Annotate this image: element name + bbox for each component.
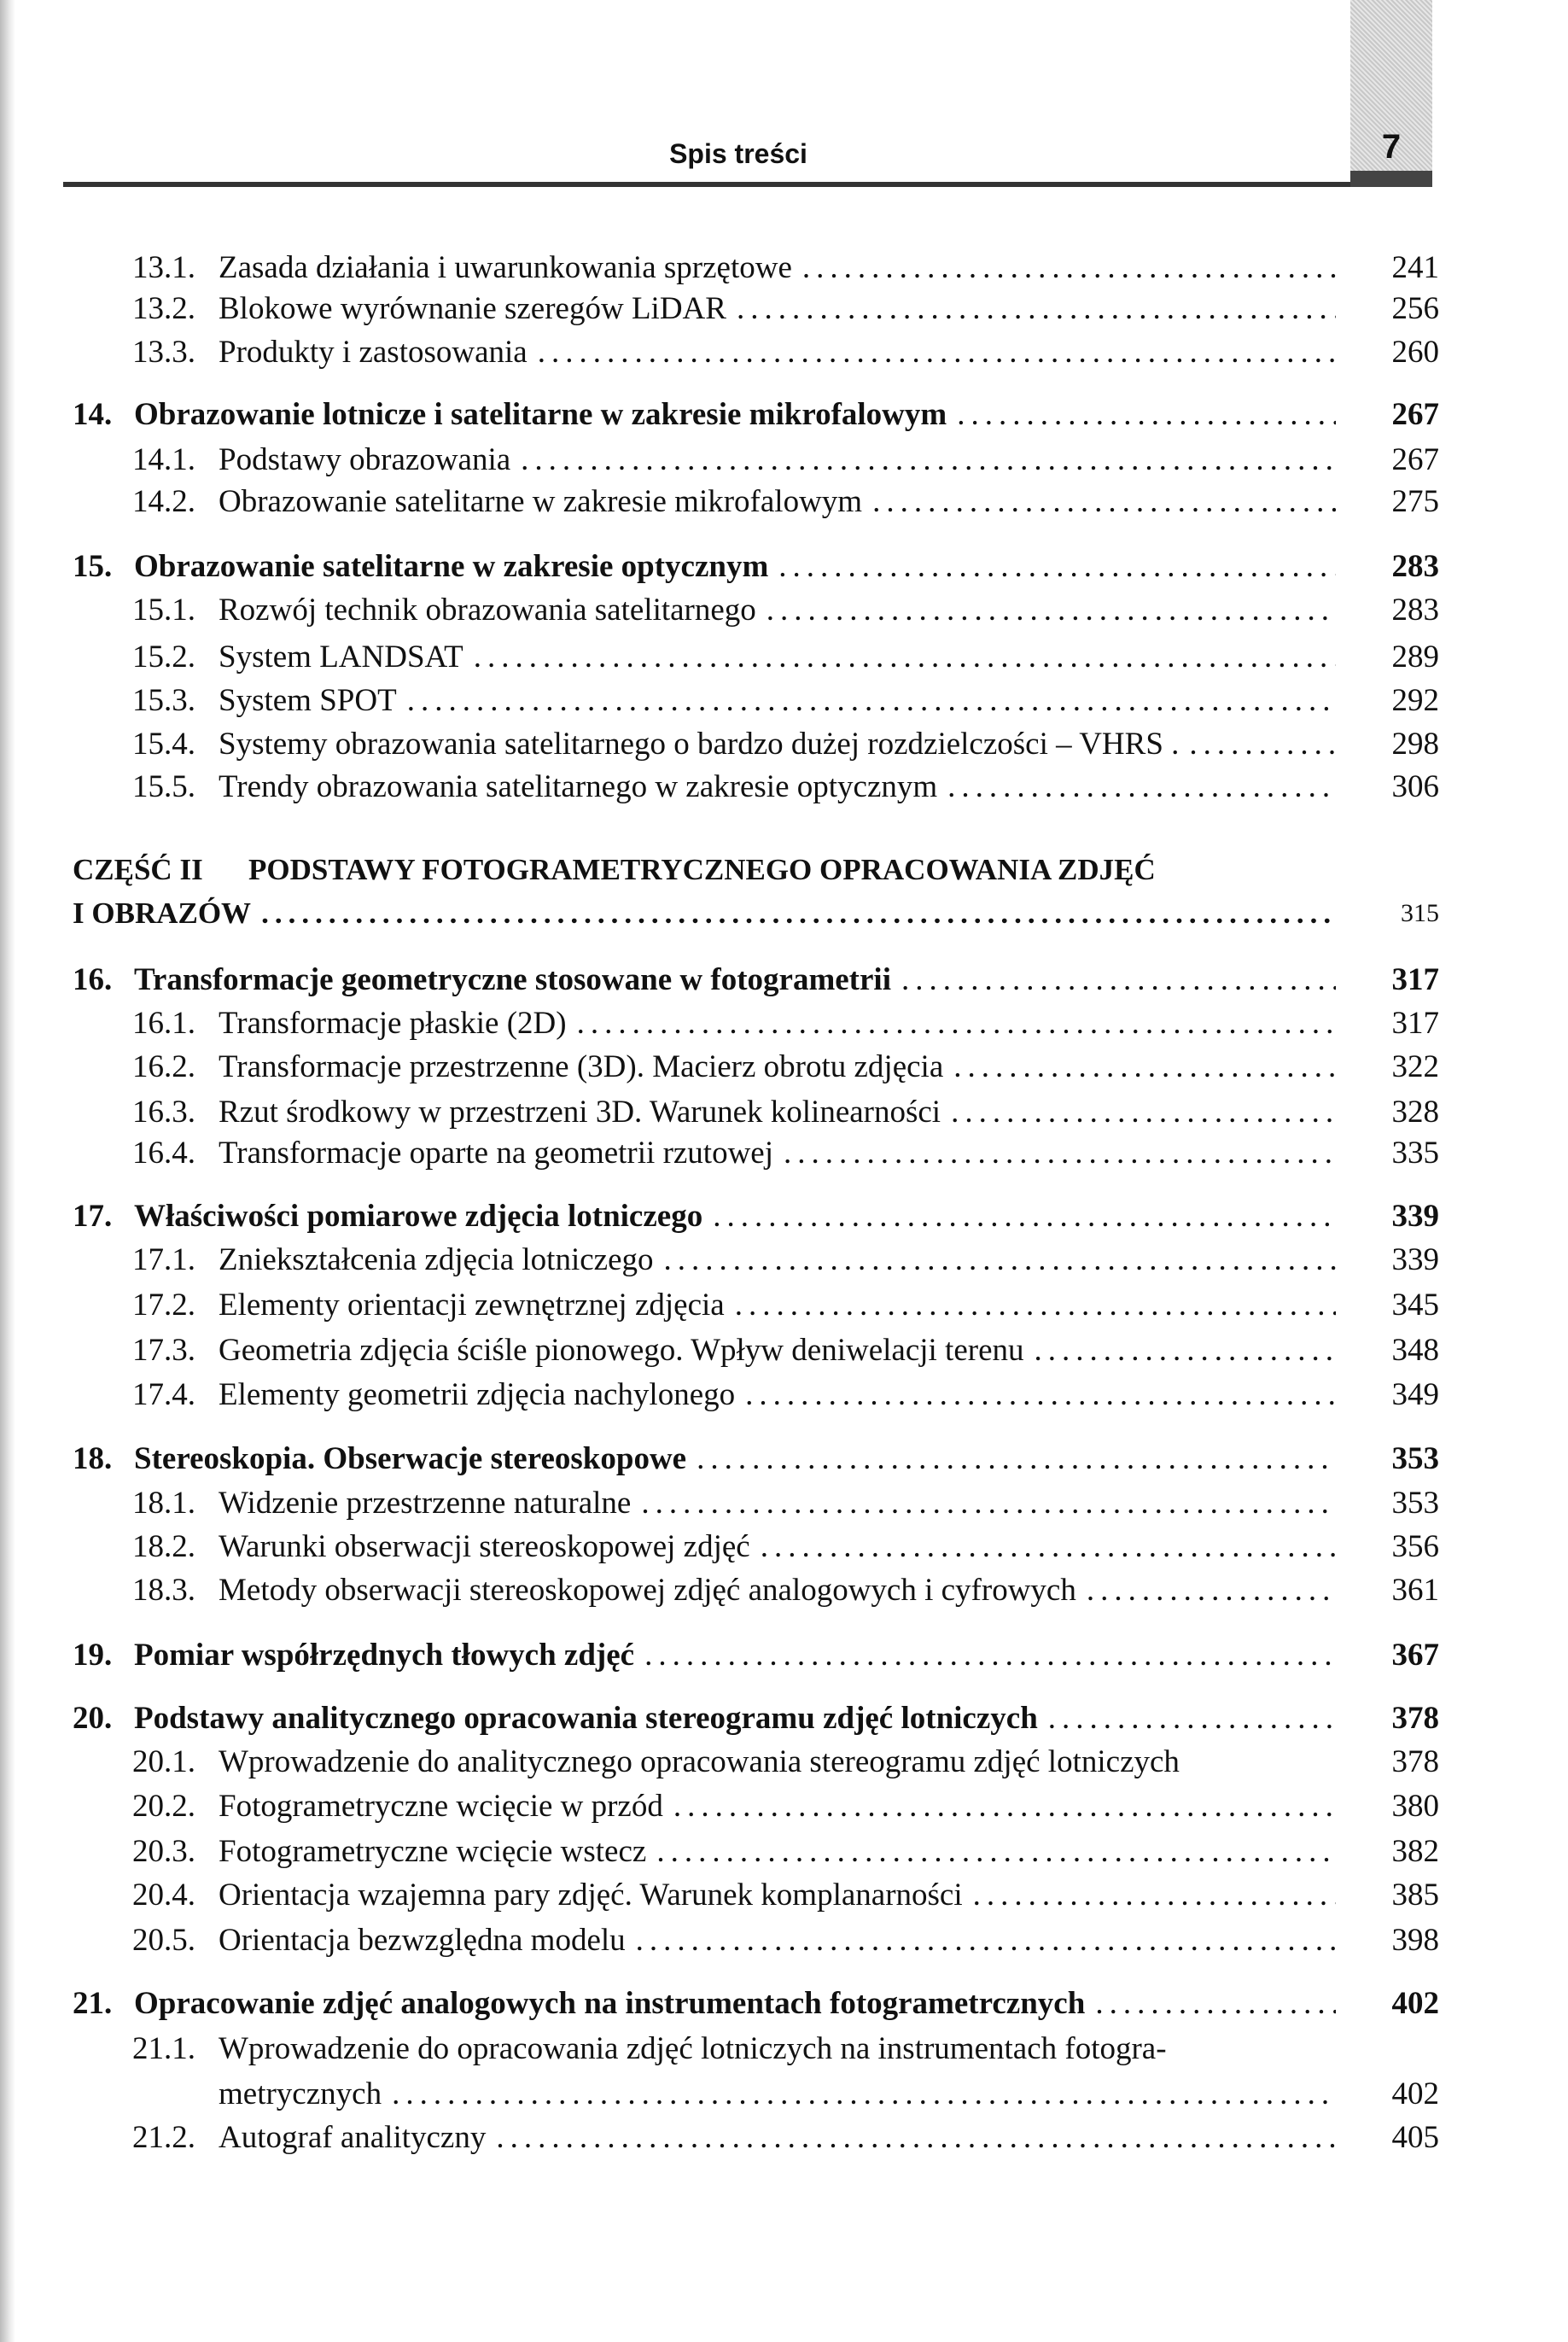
entry-number: 17.1. — [132, 1242, 195, 1277]
entry-number: 21.1. — [132, 2031, 195, 2066]
entry-title-leader — [219, 438, 1336, 482]
entry-number: 15.2. — [132, 640, 195, 675]
dot-leader — [735, 1283, 1336, 1328]
page-number: 7 — [1381, 128, 1402, 166]
toc-section-entry — [0, 1481, 1568, 1526]
dot-leader — [973, 1873, 1336, 1918]
entry-page: 361 — [1391, 1573, 1439, 1608]
dot-leader — [407, 679, 1336, 723]
entry-title-leader — [219, 1784, 1336, 1829]
entry-page: 267 — [1391, 442, 1439, 477]
entry-number: 20.4. — [132, 1878, 195, 1913]
dot-leader — [713, 1194, 1336, 1239]
entry-title-leader — [219, 287, 1336, 331]
dot-leader — [761, 1525, 1336, 1569]
entry-title-leader — [219, 1481, 1336, 1526]
entry-title-leader — [219, 1002, 1336, 1046]
entry-title-leader — [219, 246, 1336, 290]
entry-title-leader — [219, 1329, 1336, 1373]
entry-page: 356 — [1391, 1529, 1439, 1564]
entry-title: Wprowadzenie do analitycznego opracowania stereogramu zdjęć lotniczych — [219, 1744, 1180, 1779]
entry-title-leader — [219, 1525, 1336, 1569]
running-header: Spis treści — [669, 138, 807, 169]
entry-title: Trendy obrazowania satelitarnego w zakresie optycznym — [219, 769, 938, 804]
entry-title-leader — [219, 2027, 1336, 2071]
entry-number: 17.2. — [132, 1288, 195, 1323]
dot-leader — [697, 1437, 1336, 1481]
dot-leader — [474, 635, 1336, 680]
toc-section-entry — [0, 246, 1568, 290]
entry-title: Fotogrametryczne wcięcie w przód — [219, 1789, 663, 1824]
toc-section-entry — [0, 1045, 1568, 1089]
entry-title: Wprowadzenie do opracowania zdjęć lotniczych na instrumentach fotogra- — [219, 2031, 1167, 2066]
toc-section-entry — [0, 1283, 1568, 1328]
entry-title: metrycznych — [219, 2076, 382, 2111]
dot-leader — [951, 1090, 1336, 1135]
dot-leader — [767, 588, 1336, 633]
toc-section-entry — [0, 1740, 1568, 1784]
entry-number: 20.5. — [132, 1923, 195, 1958]
dot-leader — [1035, 1329, 1337, 1373]
toc-section-entry — [0, 1002, 1568, 1046]
entry-title-leader — [134, 1982, 1336, 2026]
entry-title-leader — [219, 1373, 1336, 1417]
entry-title-leader — [219, 588, 1336, 633]
entry-page: 402 — [1391, 2076, 1439, 2111]
dot-leader — [737, 287, 1336, 331]
entry-page: 317 — [1391, 962, 1439, 997]
toc-section-entry — [0, 722, 1568, 767]
entry-number: 18. — [73, 1441, 113, 1476]
entry-title: Orientacja bezwzględna modelu — [219, 1923, 626, 1958]
entry-title-leader — [134, 1437, 1336, 1481]
entry-number: 18.2. — [132, 1529, 195, 1564]
entry-number: 15.5. — [132, 769, 195, 804]
entry-title-leader — [134, 1633, 1336, 1678]
entry-title: Orientacja wzajemna pary zdjęć. Warunek komplanarności — [219, 1878, 963, 1913]
entry-page: 328 — [1391, 1095, 1439, 1130]
entry-number: 16.2. — [132, 1049, 195, 1084]
dot-leader — [656, 1830, 1336, 1874]
entry-title-leader — [219, 679, 1336, 723]
entry-title: Podstawy obrazowania — [219, 442, 511, 477]
toc-section-entry — [0, 1090, 1568, 1135]
entry-number: 16.3. — [132, 1095, 195, 1130]
dot-leader — [636, 1919, 1336, 1963]
dot-leader — [644, 1633, 1336, 1678]
entry-title-leader — [219, 330, 1336, 375]
entry-title-leader — [219, 1830, 1336, 1874]
entry-title: System LANDSAT — [219, 640, 463, 675]
dot-leader — [392, 2072, 1336, 2117]
entry-title-leader — [219, 1090, 1336, 1135]
entry-title-leader — [219, 1131, 1336, 1176]
entry-page: 353 — [1391, 1441, 1439, 1476]
entry-page: 378 — [1391, 1744, 1439, 1779]
entry-title-leader — [219, 2072, 1336, 2117]
toc-section-entry — [0, 2116, 1568, 2160]
entry-page: 380 — [1391, 1789, 1439, 1824]
dot-leader — [521, 438, 1336, 482]
entry-title-leader — [219, 480, 1336, 524]
entry-page: 322 — [1391, 1049, 1439, 1084]
entry-page: 339 — [1391, 1242, 1439, 1277]
toc-section-entry — [0, 679, 1568, 723]
dot-leader — [641, 1481, 1336, 1526]
entry-title-leader — [219, 1873, 1336, 1918]
entry-title: System SPOT — [219, 683, 397, 718]
entry-page: 353 — [1391, 1486, 1439, 1521]
entry-number: 15.4. — [132, 727, 195, 762]
entry-number: 15.3. — [132, 683, 195, 718]
entry-page: 267 — [1391, 397, 1439, 432]
entry-number: 16. — [73, 962, 113, 997]
entry-title: Fotogrametryczne wcięcie wstecz — [219, 1834, 647, 1869]
entry-page: 402 — [1391, 1986, 1439, 2021]
entry-title: Zniekształcenia zdjęcia lotniczego — [219, 1242, 654, 1277]
dot-leader — [901, 958, 1336, 1002]
entry-number: 14.1. — [132, 442, 195, 477]
entry-number: 20.2. — [132, 1789, 195, 1824]
entry-page: 378 — [1391, 1701, 1439, 1736]
entry-page: 349 — [1391, 1377, 1439, 1412]
entry-page: 348 — [1391, 1333, 1439, 1368]
header-rule — [63, 182, 1350, 187]
entry-title: Zasada działania i uwarunkowania sprzętowe — [219, 250, 792, 285]
dot-leader — [778, 545, 1336, 589]
entry-title: Rzut środkowy w przestrzeni 3D. Warunek kolinearności — [219, 1095, 941, 1130]
toc-section-entry — [0, 1525, 1568, 1569]
toc-section-entry — [0, 2027, 1568, 2071]
entry-number: 17.4. — [132, 1377, 195, 1412]
entry-page: 405 — [1391, 2120, 1439, 2155]
dot-leader — [673, 1784, 1336, 1829]
entry-title: Autograf analityczny — [219, 2120, 487, 2155]
entry-number: 20.3. — [132, 1834, 195, 1869]
entry-title-leader — [219, 1045, 1336, 1089]
entry-title-leader — [219, 635, 1336, 680]
toc-chapter-entry — [0, 1982, 1568, 2026]
dot-leader — [577, 1002, 1336, 1046]
dot-leader — [664, 1238, 1336, 1282]
entry-number: 21.2. — [132, 2120, 195, 2155]
toc-section-entry — [0, 287, 1568, 331]
entry-number: 15.1. — [132, 593, 195, 628]
toc-section-entry — [0, 1131, 1568, 1176]
entry-title-leader — [134, 1697, 1336, 1741]
toc-part-entry — [0, 891, 1568, 936]
dot-leader — [1189, 722, 1336, 767]
thumb-tab-bar — [1350, 171, 1432, 187]
entry-page: 283 — [1391, 549, 1439, 584]
entry-title: Warunki obserwacji stereoskopowej zdjęć — [219, 1529, 750, 1564]
toc-chapter-entry — [0, 393, 1568, 437]
entry-title: Transformacje geometryczne stosowane w fotogrametrii — [134, 962, 891, 997]
entry-title: Stereoskopia. Obserwacje stereoskopowe — [134, 1441, 687, 1476]
entry-title: Podstawy analitycznego opracowania stereogramu zdjęć lotniczych — [134, 1701, 1038, 1736]
toc-section-entry — [0, 1568, 1568, 1613]
toc-section-entry — [0, 1830, 1568, 1874]
entry-title: Geometria zdjęcia ściśle pionowego. Wpływ deniwelacji terenu — [219, 1333, 1024, 1368]
entry-title: Elementy orientacji zewnętrznej zdjęcia — [219, 1288, 725, 1323]
dot-leader — [947, 765, 1336, 809]
toc-chapter-entry — [0, 1194, 1568, 1239]
entry-title-leader — [134, 1194, 1336, 1239]
dot-leader — [802, 246, 1336, 290]
entry-number: 14. — [73, 397, 113, 432]
entry-title-leader — [219, 1283, 1336, 1328]
entry-page: 298 — [1391, 727, 1439, 762]
toc-chapter-entry — [0, 1697, 1568, 1741]
dot-leader — [538, 330, 1336, 375]
entry-number: 17. — [73, 1199, 113, 1234]
entry-title-leader — [219, 1568, 1336, 1613]
dot-leader — [1048, 1697, 1336, 1741]
entry-title: Obrazowanie satelitarne w zakresie optycznym — [134, 549, 769, 584]
dot-leader — [745, 1373, 1336, 1417]
toc-section-entry — [0, 588, 1568, 633]
dot-leader — [261, 891, 1336, 936]
entry-title-leader — [219, 1740, 1336, 1784]
entry-page: 275 — [1391, 484, 1439, 519]
dot-leader — [872, 480, 1336, 524]
entry-page: 398 — [1391, 1923, 1439, 1958]
entry-title: I OBRAZÓW — [73, 897, 252, 930]
toc-part-entry — [0, 848, 1568, 892]
entry-title: Blokowe wyrównanie szeregów LiDAR — [219, 291, 726, 326]
entry-number: 16.4. — [132, 1136, 195, 1171]
entry-title: Właściwości pomiarowe zdjęcia lotniczego — [134, 1199, 703, 1234]
entry-number: 20. — [73, 1701, 113, 1736]
entry-title: Widzenie przestrzenne naturalne — [219, 1486, 632, 1521]
toc-section-entry — [0, 330, 1568, 375]
toc-section-entry — [0, 438, 1568, 482]
entry-page: 260 — [1391, 335, 1439, 370]
dot-leader — [957, 393, 1336, 437]
toc-section-entry — [0, 1238, 1568, 1282]
dot-leader — [784, 1131, 1336, 1176]
entry-number: 16.1. — [132, 1006, 195, 1041]
entry-title-leader — [219, 765, 1336, 809]
entry-title-leader — [219, 1919, 1336, 1963]
toc-chapter-entry — [0, 1633, 1568, 1678]
toc-section-entry — [0, 635, 1568, 680]
toc-chapter-entry — [0, 1437, 1568, 1481]
entry-number: 19. — [73, 1638, 113, 1673]
entry-number: 13.3. — [132, 335, 195, 370]
entry-page: 306 — [1391, 769, 1439, 804]
entry-number: 21. — [73, 1986, 113, 2021]
entry-title-leader — [73, 891, 1336, 936]
entry-title: Systemy obrazowania satelitarnego o bardzo dużej rozdzielczości – VHRS . — [219, 727, 1180, 762]
entry-title-leader — [219, 1238, 1336, 1282]
toc-section-entry — [0, 1873, 1568, 1918]
dot-leader — [953, 1045, 1336, 1089]
toc-section-entry — [0, 1919, 1568, 1963]
entry-page: 315 — [1401, 899, 1439, 927]
entry-page: 317 — [1391, 1006, 1439, 1041]
entry-page: 289 — [1391, 640, 1439, 675]
dot-leader — [1095, 1982, 1336, 2026]
entry-title: Rozwój technik obrazowania satelitarnego — [219, 593, 756, 628]
dot-leader — [496, 2116, 1336, 2160]
entry-title: Transformacje płaskie (2D) — [219, 1006, 567, 1041]
dot-leader — [1087, 1568, 1336, 1613]
entry-title-leader — [134, 393, 1336, 437]
entry-number: 18.3. — [132, 1573, 195, 1608]
toc-section-entry — [0, 1784, 1568, 1829]
dot-leader — [1190, 1740, 1336, 1784]
entry-title-leader — [134, 958, 1336, 1002]
entry-page: 367 — [1391, 1638, 1439, 1673]
entry-number: 18.1. — [132, 1486, 195, 1521]
entry-number: 13.2. — [132, 291, 195, 326]
entry-title-leader — [219, 2116, 1336, 2160]
toc-section-entry — [0, 2072, 1568, 2117]
entry-title: PODSTAWY FOTOGRAMETRYCZNEGO OPRACOWANIA ZDJĘĆ — [248, 853, 1156, 886]
entry-title-leader — [134, 545, 1336, 589]
toc-chapter-entry — [0, 958, 1568, 1002]
toc-chapter-entry — [0, 545, 1568, 589]
entry-number: 13.1. — [132, 250, 195, 285]
entry-page: 292 — [1391, 683, 1439, 718]
entry-page: 339 — [1391, 1199, 1439, 1234]
entry-page: 283 — [1391, 593, 1439, 628]
entry-title: Elementy geometrii zdjęcia nachylonego — [219, 1377, 736, 1412]
entry-number: 20.1. — [132, 1744, 195, 1779]
entry-title-leader — [219, 722, 1336, 767]
entry-page: 256 — [1391, 291, 1439, 326]
toc-section-entry — [0, 480, 1568, 524]
entry-page: 385 — [1391, 1878, 1439, 1913]
entry-title: Obrazowanie lotnicze i satelitarne w zakresie mikrofalowym — [134, 397, 947, 432]
entry-page: 241 — [1391, 250, 1439, 285]
toc-section-entry — [0, 765, 1568, 809]
entry-title: Transformacje przestrzenne (3D). Macierz obrotu zdjęcia — [219, 1049, 944, 1084]
entry-number: 17.3. — [132, 1333, 195, 1368]
entry-number: 14.2. — [132, 484, 195, 519]
entry-title: Produkty i zastosowania — [219, 335, 528, 370]
entry-title: Metody obserwacji stereoskopowej zdjęć analogowych i cyfrowych — [219, 1573, 1076, 1608]
entry-title: Obrazowanie satelitarne w zakresie mikrofalowym — [219, 484, 863, 519]
entry-page: 335 — [1391, 1136, 1439, 1171]
entry-title-leader — [248, 848, 1336, 892]
entry-page: 382 — [1391, 1834, 1439, 1869]
entry-number: 15. — [73, 549, 113, 584]
entry-title: Pomiar współrzędnych tłowych zdjęć — [134, 1638, 635, 1673]
entry-number: CZĘŚĆ II — [73, 853, 203, 886]
toc-section-entry — [0, 1329, 1568, 1373]
toc-section-entry — [0, 1373, 1568, 1417]
entry-page: 345 — [1391, 1288, 1439, 1323]
entry-title: Transformacje oparte na geometrii rzutowej — [219, 1136, 774, 1171]
entry-title: Opracowanie zdjęć analogowych na instrumentach fotogrametrcznych — [134, 1986, 1086, 2021]
